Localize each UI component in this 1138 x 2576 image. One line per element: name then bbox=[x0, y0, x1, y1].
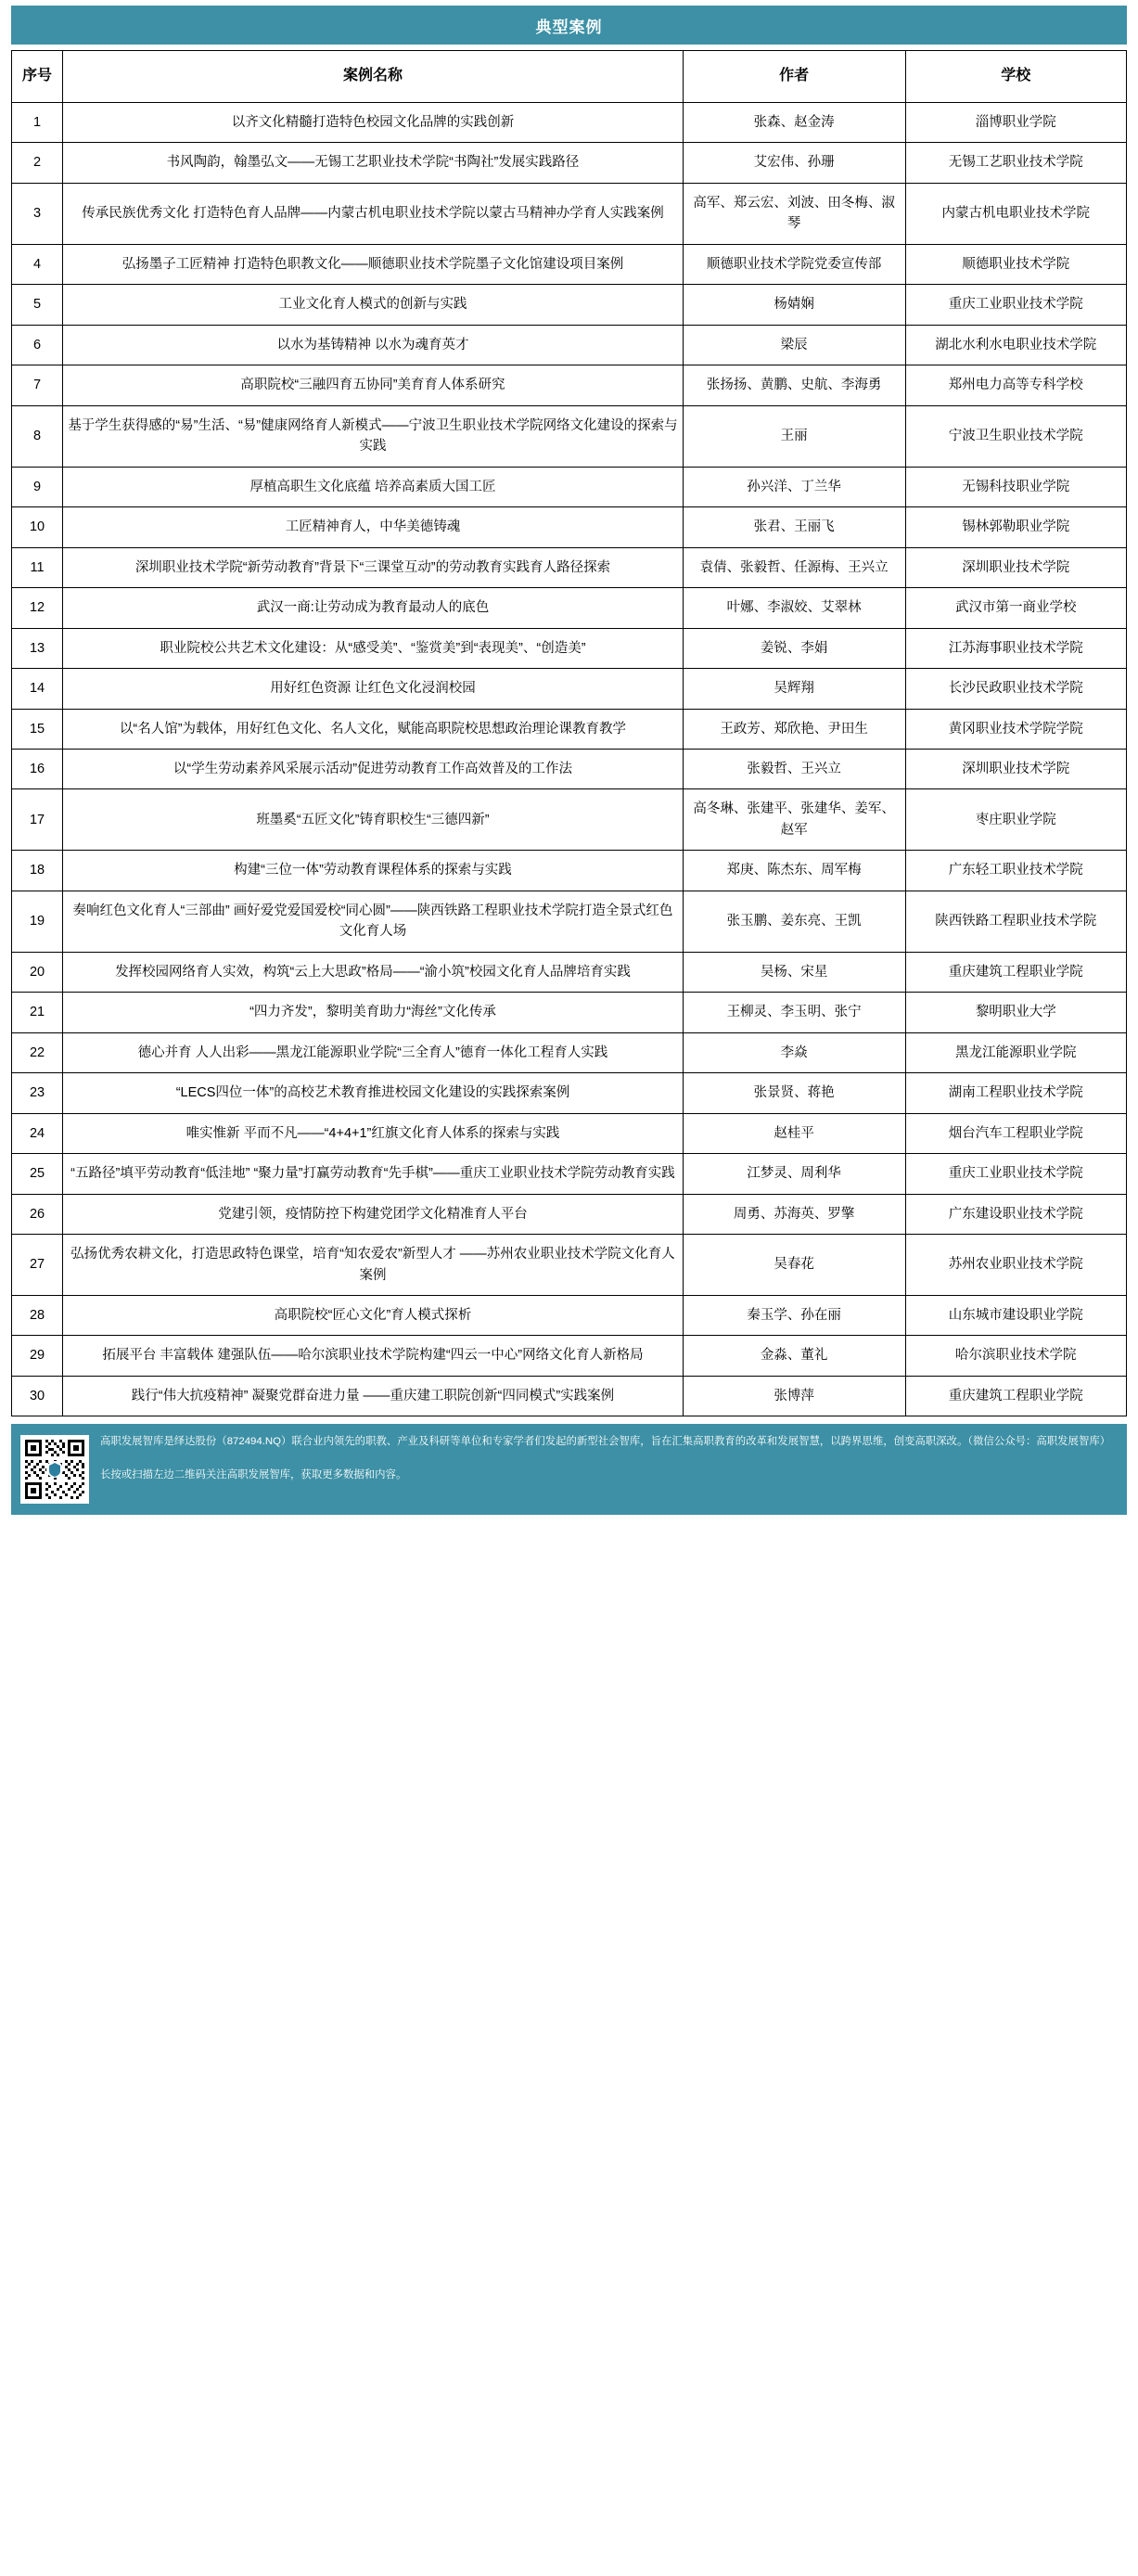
table-header-row bbox=[12, 51, 1127, 103]
cell-case-name: 党建引领，疫情防控下构建党团学文化精准育人平台 bbox=[63, 1194, 684, 1234]
cell-index: 20 bbox=[12, 952, 63, 992]
table-row bbox=[12, 103, 1127, 143]
cell-index: 13 bbox=[12, 628, 63, 668]
cell-index: 17 bbox=[12, 789, 63, 851]
page-title: 典型案例 bbox=[535, 18, 603, 36]
cell-index: 14 bbox=[12, 669, 63, 709]
table-header bbox=[12, 51, 1127, 103]
cell-author: 江梦灵、周利华 bbox=[683, 1154, 905, 1194]
cell-author: 张博萍 bbox=[683, 1376, 905, 1416]
cell-index: 9 bbox=[12, 467, 63, 506]
cell-author: 金淼、董礼 bbox=[683, 1336, 905, 1376]
table-row bbox=[12, 325, 1127, 365]
cell-author: 吴杨、宋星 bbox=[683, 952, 905, 992]
cell-case-name: 以“学生劳动素养风采展示活动”促进劳动教育工作高效普及的工作法 bbox=[63, 749, 684, 788]
cell-case-name: 弘扬优秀农耕文化，打造思政特色课堂，培育“知农爱农”新型人才 ——苏州农业职业技术学院文化育人案例 bbox=[63, 1235, 684, 1296]
cell-school: 黑龙江能源职业学院 bbox=[905, 1032, 1127, 1072]
cell-case-name: 工匠精神育人，中华美德铸魂 bbox=[63, 507, 684, 547]
cell-author: 杨婧娴 bbox=[683, 285, 905, 325]
table-row bbox=[12, 1113, 1127, 1153]
cell-index: 24 bbox=[12, 1113, 63, 1153]
cell-school: 黄冈职业技术学院学院 bbox=[905, 709, 1127, 749]
cell-school: 湖北水利水电职业技术学院 bbox=[905, 325, 1127, 365]
cell-author: 王丽 bbox=[683, 405, 905, 467]
cell-index: 5 bbox=[12, 285, 63, 325]
table-row bbox=[12, 467, 1127, 506]
cell-school: 山东城市建设职业学院 bbox=[905, 1296, 1127, 1336]
table-row bbox=[12, 851, 1127, 891]
cell-school: 长沙民政职业技术学院 bbox=[905, 669, 1127, 709]
cell-school: 深圳职业技术学院 bbox=[905, 547, 1127, 587]
cell-school: 顺德职业技术学院 bbox=[905, 244, 1127, 284]
cell-school: 广东建设职业技术学院 bbox=[905, 1194, 1127, 1234]
cell-author: 梁辰 bbox=[683, 325, 905, 365]
table-row bbox=[12, 588, 1127, 628]
table-row bbox=[12, 709, 1127, 749]
cell-case-name: 以齐文化精髓打造特色校园文化品牌的实践创新 bbox=[63, 103, 684, 143]
cell-case-name: 拓展平台 丰富载体 建强队伍——哈尔滨职业技术学院构建“四云一中心”网络文化育人新格局 bbox=[63, 1336, 684, 1376]
table-row bbox=[12, 789, 1127, 851]
cell-case-name: 践行“伟大抗疫精神” 凝聚党群奋进力量 ——重庆建工职院创新“四同模式”实践案例 bbox=[63, 1376, 684, 1416]
cell-case-name: 传承民族优秀文化 打造特色育人品牌——内蒙古机电职业技术学院以蒙古马精神办学育人实践案例 bbox=[63, 183, 684, 244]
cell-school: 郑州电力高等专科学校 bbox=[905, 365, 1127, 405]
footer-text-block bbox=[89, 1433, 1116, 1484]
table-row bbox=[12, 143, 1127, 183]
cell-index: 21 bbox=[12, 993, 63, 1032]
table-row bbox=[12, 1194, 1127, 1234]
column-header-case-name: 案例名称 bbox=[63, 51, 684, 103]
cell-author: 郑庚、陈杰东、周军梅 bbox=[683, 851, 905, 891]
cell-case-name: 奏响红色文化育人“三部曲” 画好爱党爱国爱校“同心圆”——陕西铁路工程职业技术学院打造全景式红色文化育人场 bbox=[63, 891, 684, 952]
table-row bbox=[12, 1073, 1127, 1113]
table-row bbox=[12, 749, 1127, 788]
cell-index: 18 bbox=[12, 851, 63, 891]
cell-school: 无锡工艺职业技术学院 bbox=[905, 143, 1127, 183]
table-container bbox=[11, 50, 1127, 1416]
cell-case-name: 工业文化育人模式的创新与实践 bbox=[63, 285, 684, 325]
typical-cases-table bbox=[11, 50, 1127, 1416]
cell-school: 广东轻工职业技术学院 bbox=[905, 851, 1127, 891]
cell-school: 锡林郭勒职业学院 bbox=[905, 507, 1127, 547]
cell-author: 姜锐、李娟 bbox=[683, 628, 905, 668]
cell-author: 张玉鹏、姜东亮、王凯 bbox=[683, 891, 905, 952]
cell-index: 23 bbox=[12, 1073, 63, 1113]
cell-index: 6 bbox=[12, 325, 63, 365]
cell-school: 淄博职业学院 bbox=[905, 103, 1127, 143]
cell-school: 哈尔滨职业技术学院 bbox=[905, 1336, 1127, 1376]
cell-author: 孙兴洋、丁兰华 bbox=[683, 467, 905, 506]
cell-index: 19 bbox=[12, 891, 63, 952]
cell-case-name: “四力齐发”，黎明美育助力“海丝”文化传承 bbox=[63, 993, 684, 1032]
cell-case-name: 德心并育 人人出彩——黑龙江能源职业学院“三全育人”德育一体化工程育人实践 bbox=[63, 1032, 684, 1072]
cell-case-name: 职业院校公共艺术文化建设：从“感受美”、“鉴赏美”到“表现美”、“创造美” bbox=[63, 628, 684, 668]
cell-case-name: 武汉一商:让劳动成为教育最动人的底色 bbox=[63, 588, 684, 628]
cell-index: 12 bbox=[12, 588, 63, 628]
table-row bbox=[12, 891, 1127, 952]
table-row bbox=[12, 547, 1127, 587]
table-row bbox=[12, 669, 1127, 709]
cell-author: 袁倩、张毅哲、任源梅、王兴立 bbox=[683, 547, 905, 587]
cell-index: 29 bbox=[12, 1336, 63, 1376]
table-row bbox=[12, 285, 1127, 325]
cell-case-name: 唯实惟新 平而不凡——“4+4+1”红旗文化育人体系的探索与实践 bbox=[63, 1113, 684, 1153]
cell-author: 吴春花 bbox=[683, 1235, 905, 1296]
cell-author: 王政芳、郑欣艳、尹田生 bbox=[683, 709, 905, 749]
table-row bbox=[12, 1296, 1127, 1336]
cell-author: 顺德职业技术学院党委宣传部 bbox=[683, 244, 905, 284]
footer-paragraph-1: 高职发展智库是绎达股份（872494.NQ）联合业内领先的职教、产业及科研等单位和专家学者们发起的新型社会智库，旨在汇集高职教育的改革和发展智慧，以跨界思维，创变高职深改。（微信公众号：高职发展智库） bbox=[100, 1436, 1111, 1448]
cell-school: 苏州农业职业技术学院 bbox=[905, 1235, 1127, 1296]
footer-paragraph-2: 长按或扫描左边二维码关注高职发展智库，获取更多数据和内容。 bbox=[100, 1468, 407, 1480]
cell-index: 10 bbox=[12, 507, 63, 547]
cell-author: 王柳灵、李玉明、张宁 bbox=[683, 993, 905, 1032]
cell-index: 16 bbox=[12, 749, 63, 788]
table-row bbox=[12, 244, 1127, 284]
cell-school: 湖南工程职业技术学院 bbox=[905, 1073, 1127, 1113]
cell-index: 26 bbox=[12, 1194, 63, 1234]
table-row bbox=[12, 1032, 1127, 1072]
cell-author: 吴辉翔 bbox=[683, 669, 905, 709]
cell-author: 张景贤、蒋艳 bbox=[683, 1073, 905, 1113]
cell-index: 15 bbox=[12, 709, 63, 749]
table-row bbox=[12, 507, 1127, 547]
cell-index: 7 bbox=[12, 365, 63, 405]
cell-case-name: 发挥校园网络育人实效，构筑“云上大思政”格局——“渝小筑”校园文化育人品牌培育实践 bbox=[63, 952, 684, 992]
table-body bbox=[12, 103, 1127, 1416]
cell-index: 25 bbox=[12, 1154, 63, 1194]
cell-school: 深圳职业技术学院 bbox=[905, 749, 1127, 788]
table-row bbox=[12, 1235, 1127, 1296]
cell-case-name: 构建“三位一体”劳动教育课程体系的探索与实践 bbox=[63, 851, 684, 891]
column-header-index: 序号 bbox=[12, 51, 63, 103]
cell-school: 内蒙古机电职业技术学院 bbox=[905, 183, 1127, 244]
cell-case-name: 高职院校“三融四育五协同”美育育人体系研究 bbox=[63, 365, 684, 405]
cell-case-name: 深圳职业技术学院“新劳动教育”背景下“三课堂互动”的劳动教育实践育人路径探索 bbox=[63, 547, 684, 587]
cell-index: 11 bbox=[12, 547, 63, 587]
cell-case-name: “LECS四位一体”的高校艺术教育推进校园文化建设的实践探索案例 bbox=[63, 1073, 684, 1113]
cell-school: 重庆工业职业技术学院 bbox=[905, 1154, 1127, 1194]
cell-school: 重庆建筑工程职业学院 bbox=[905, 1376, 1127, 1416]
cell-school: 陕西铁路工程职业技术学院 bbox=[905, 891, 1127, 952]
cell-case-name: 高职院校“匠心文化”育人模式探析 bbox=[63, 1296, 684, 1336]
cell-author: 赵桂平 bbox=[683, 1113, 905, 1153]
cell-school: 宁波卫生职业技术学院 bbox=[905, 405, 1127, 467]
cell-school: 江苏海事职业技术学院 bbox=[905, 628, 1127, 668]
table-row bbox=[12, 628, 1127, 668]
cell-index: 4 bbox=[12, 244, 63, 284]
cell-case-name: 厚植高职生文化底蕴 培养高素质大国工匠 bbox=[63, 467, 684, 506]
cell-index: 27 bbox=[12, 1235, 63, 1296]
table-row bbox=[12, 183, 1127, 244]
cell-school: 无锡科技职业学院 bbox=[905, 467, 1127, 506]
cell-author: 周勇、苏海英、罗擎 bbox=[683, 1194, 905, 1234]
cell-index: 8 bbox=[12, 405, 63, 467]
table-row bbox=[12, 993, 1127, 1032]
cell-author: 张毅哲、王兴立 bbox=[683, 749, 905, 788]
cell-case-name: 以水为基铸精神 以水为魂育英才 bbox=[63, 325, 684, 365]
cell-author: 张扬扬、黄鹏、史航、李海勇 bbox=[683, 365, 905, 405]
cell-index: 30 bbox=[12, 1376, 63, 1416]
cell-author: 艾宏伟、孙珊 bbox=[683, 143, 905, 183]
title-banner bbox=[11, 6, 1127, 45]
footer-banner bbox=[11, 1424, 1127, 1515]
cell-school: 烟台汽车工程职业学院 bbox=[905, 1113, 1127, 1153]
cell-author: 叶娜、李淑姣、艾翠林 bbox=[683, 588, 905, 628]
cell-case-name: 以“名人馆”为载体，用好红色文化、名人文化，赋能高职院校思想政治理论课教育教学 bbox=[63, 709, 684, 749]
cell-index: 3 bbox=[12, 183, 63, 244]
table-row bbox=[12, 1154, 1127, 1194]
table-row bbox=[12, 405, 1127, 467]
document-page bbox=[0, 6, 1138, 2576]
cell-school: 重庆工业职业技术学院 bbox=[905, 285, 1127, 325]
cell-case-name: 基于学生获得感的“易”生活、“易”健康网络育人新模式——宁波卫生职业技术学院网络文化建设的探索与实践 bbox=[63, 405, 684, 467]
cell-school: 黎明职业大学 bbox=[905, 993, 1127, 1032]
cell-author: 高冬琳、张建平、张建华、姜军、赵军 bbox=[683, 789, 905, 851]
qr-code-icon bbox=[20, 1435, 89, 1504]
cell-author: 张君、王丽飞 bbox=[683, 507, 905, 547]
table-row bbox=[12, 1376, 1127, 1416]
cell-school: 枣庄职业学院 bbox=[905, 789, 1127, 851]
table-row bbox=[12, 365, 1127, 405]
cell-case-name: “五路径”填平劳动教育“低洼地” “聚力量”打赢劳动教育“先手棋”——重庆工业职业技术学院劳动教育实践 bbox=[63, 1154, 684, 1194]
cell-case-name: 用好红色资源 让红色文化浸润校园 bbox=[63, 669, 684, 709]
cell-case-name: 弘扬墨子工匠精神 打造特色职教文化——顺德职业技术学院墨子文化馆建设项目案例 bbox=[63, 244, 684, 284]
column-header-school: 学校 bbox=[905, 51, 1127, 103]
cell-author: 秦玉学、孙在丽 bbox=[683, 1296, 905, 1336]
table-row bbox=[12, 1336, 1127, 1376]
cell-index: 28 bbox=[12, 1296, 63, 1336]
cell-index: 22 bbox=[12, 1032, 63, 1072]
column-header-author: 作者 bbox=[683, 51, 905, 103]
cell-index: 1 bbox=[12, 103, 63, 143]
table-row bbox=[12, 952, 1127, 992]
cell-author: 李焱 bbox=[683, 1032, 905, 1072]
cell-case-name: 书风陶韵，翰墨弘文——无锡工艺职业技术学院“书陶社”发展实践路径 bbox=[63, 143, 684, 183]
cell-school: 武汉市第一商业学校 bbox=[905, 588, 1127, 628]
cell-author: 高军、郑云宏、刘波、田冬梅、淑琴 bbox=[683, 183, 905, 244]
cell-index: 2 bbox=[12, 143, 63, 183]
cell-school: 重庆建筑工程职业学院 bbox=[905, 952, 1127, 992]
cell-author: 张森、赵金涛 bbox=[683, 103, 905, 143]
cell-case-name: 班墨奚“五匠文化”铸育职校生“三德四新” bbox=[63, 789, 684, 851]
